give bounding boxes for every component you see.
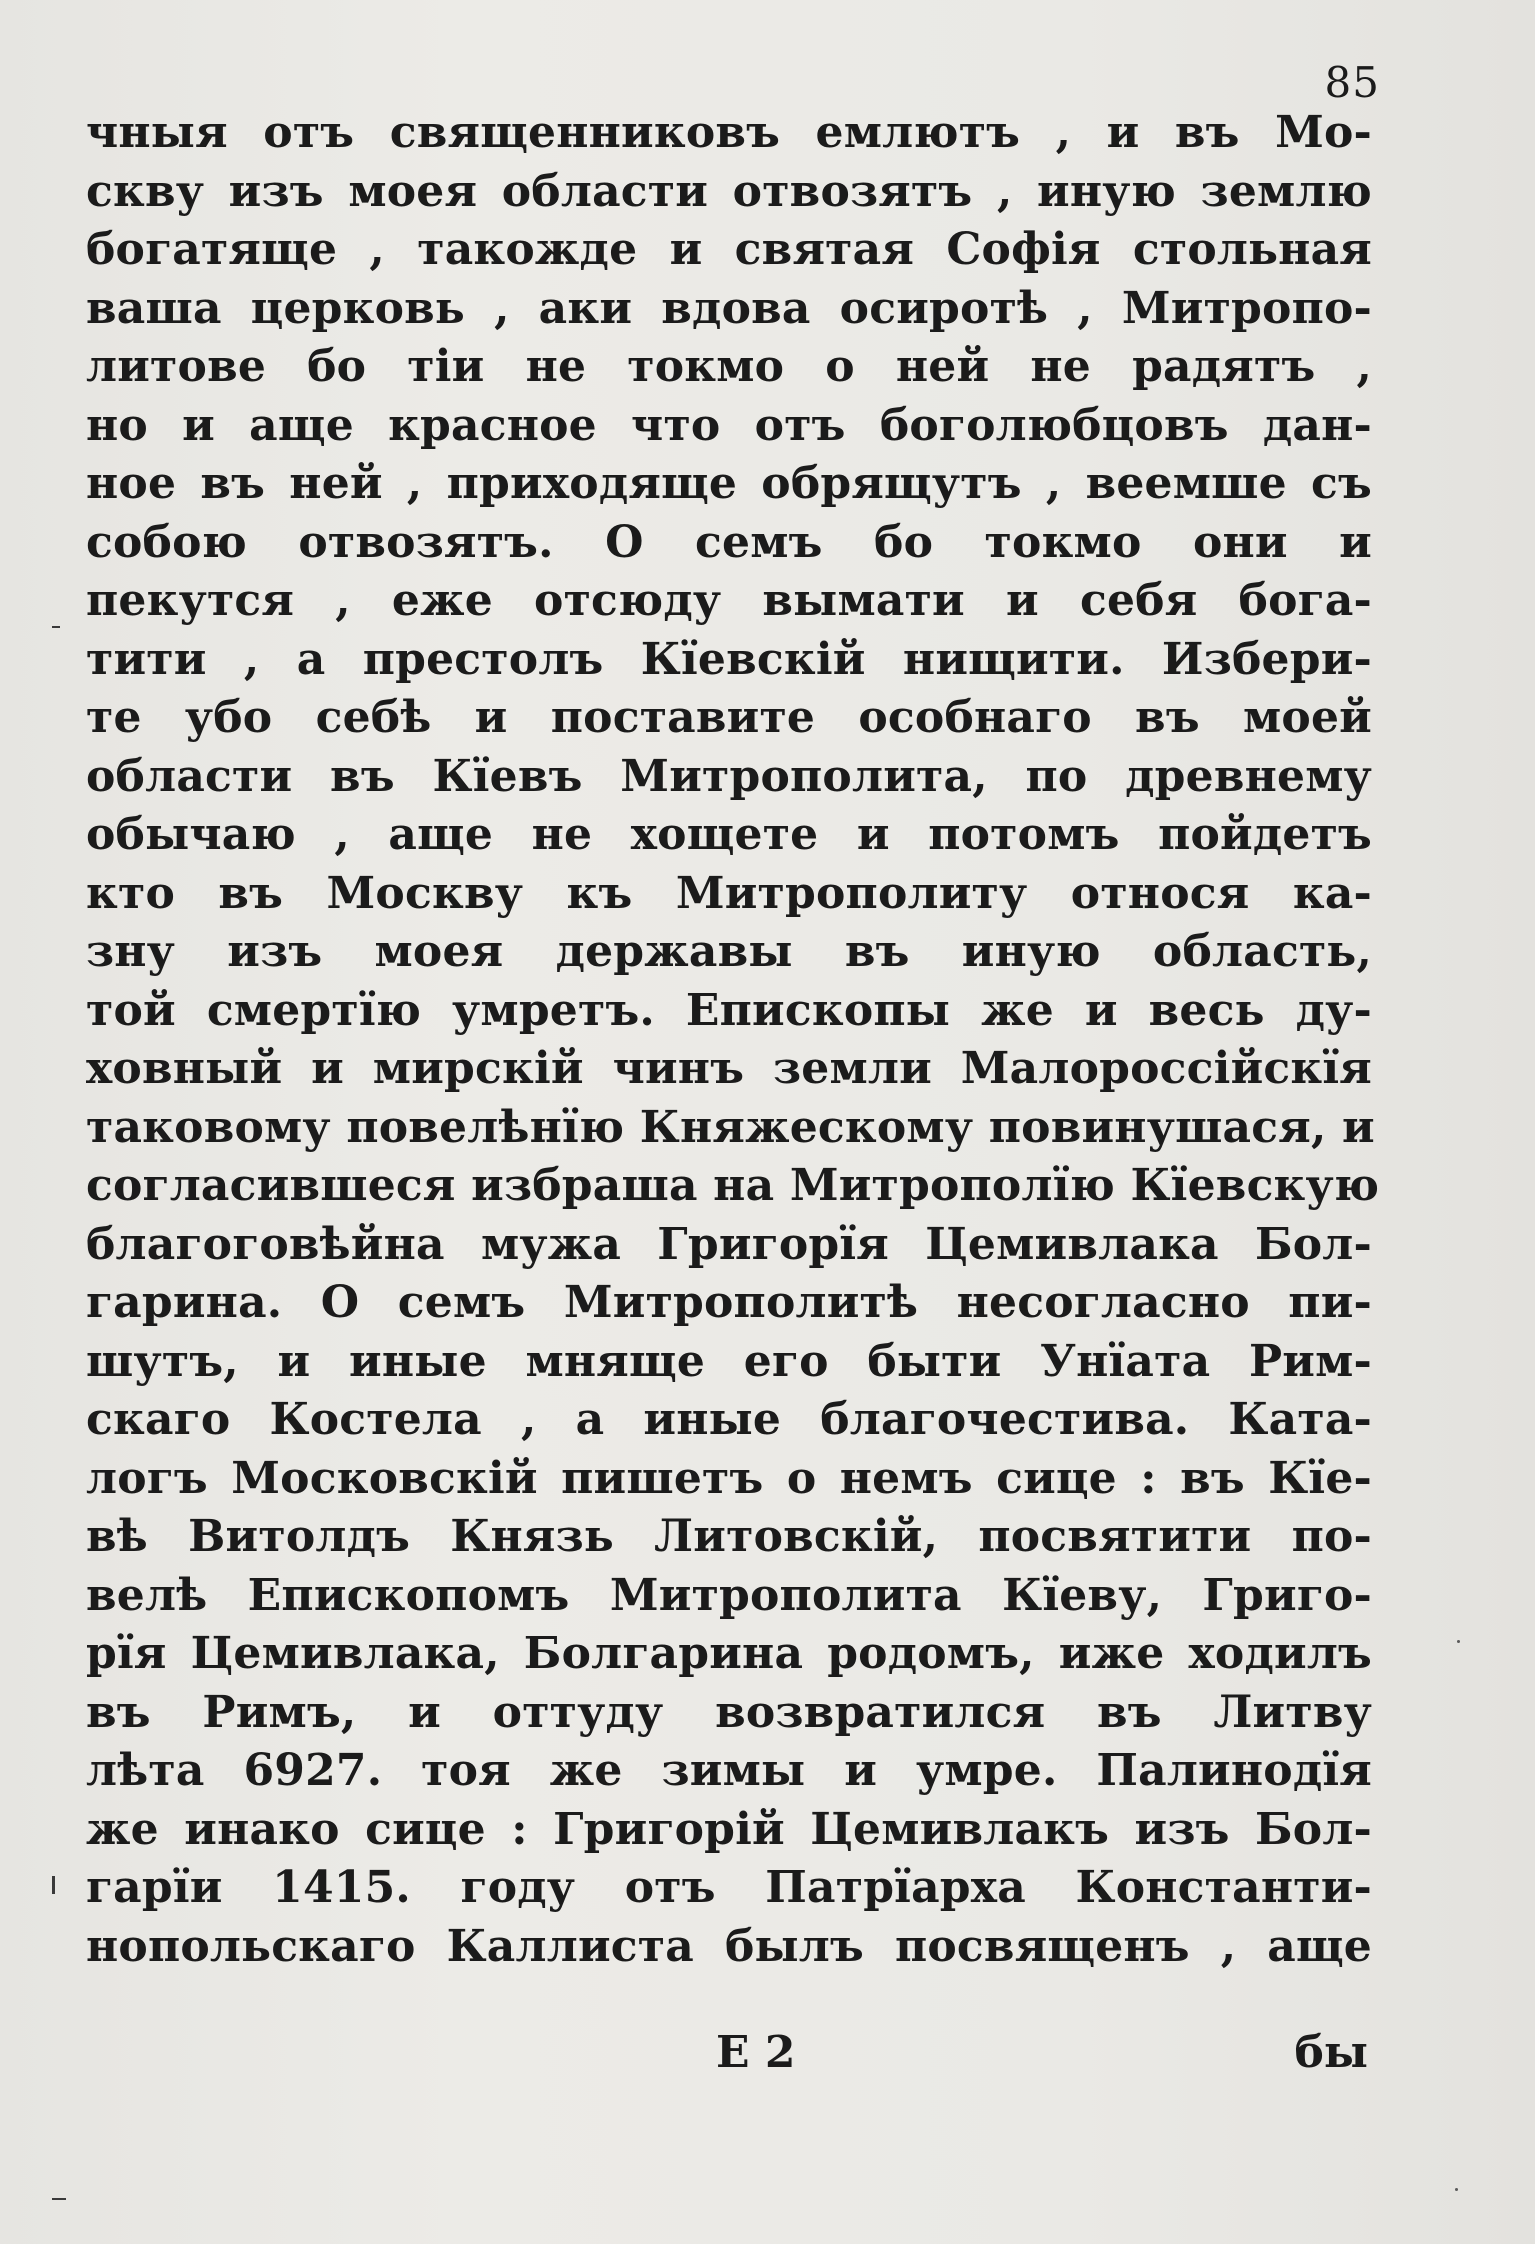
text-line: той смертїю умретъ. Епископы же и весь ду- — [86, 984, 1372, 1036]
text-line: те убо себѣ и поставите особнаго въ моей — [86, 692, 1372, 743]
text-line: ваша церковь , аки вдова осиротѣ , Митропо- — [86, 282, 1372, 334]
signature-mark: Е 2 — [716, 2027, 796, 2078]
text-line: въ Римъ, и оттуду возвратился въ Литву — [86, 1686, 1372, 1738]
text-line: скаго Костела , а иные благочестива. Ката- — [86, 1394, 1372, 1445]
text-line: лѣта 6927. тоя же зимы и умре. Палинодїя — [86, 1745, 1372, 1796]
text-line: ховный и мирскій чинъ земли Малороссійскїя — [86, 1043, 1372, 1094]
text-line: литове бо тіи не токмо о ней не радятъ , — [86, 341, 1372, 392]
text-line: таковому повелѣнїю Княжескому повинушася, и — [86, 1101, 1375, 1153]
margin-mark — [52, 2198, 66, 2200]
text-line: богатяще , такожде и святая Софія стольная — [86, 224, 1372, 275]
text-line: тити , а престолъ Кїевскій нищити. Избери- — [86, 633, 1372, 685]
text-line: но и аще красное что отъ боголюбцовъ дан- — [86, 399, 1372, 451]
text-line: области въ Кїевъ Митрополита, по древнему — [86, 750, 1372, 802]
margin-mark — [52, 626, 60, 628]
text-line: пекутся , еже отсюду вымати и себя бога- — [86, 575, 1372, 626]
catchword: бы — [1294, 2027, 1368, 2078]
paper-speck — [1455, 2188, 1458, 2191]
text-line: согласившеся избраша на Митрополїю Кїевскую — [86, 1160, 1380, 1211]
margin-mark — [52, 1876, 55, 1894]
text-line: нопольскаго Каллиста былъ посвященъ , аще — [86, 1920, 1372, 1972]
text-line: чныя отъ священниковъ емлютъ , и въ Мо- — [86, 107, 1372, 158]
text-line: шутъ, и иные мняще его быти Унїата Рим- — [86, 1335, 1372, 1387]
text-line: гарина. О семъ Митрополитѣ несогласно пи- — [86, 1277, 1372, 1328]
text-line: зну изъ моея державы въ иную область, — [86, 926, 1372, 977]
text-line: же инако сице : Григорій Цемивлакъ изъ Бол- — [86, 1803, 1372, 1855]
text-line: благоговѣйна мужа Григорїя Цемивлака Бол- — [86, 1218, 1372, 1270]
text-line: рїя Цемивлака, Болгарина родомъ, иже ходилъ — [86, 1628, 1372, 1679]
page-number: 85 — [1324, 58, 1380, 107]
text-line: гарїи 1415. году отъ Патрїарха Константи- — [86, 1862, 1372, 1913]
text-line: собою отвозятъ. О семъ бо токмо они и — [86, 516, 1372, 568]
text-line: обычаю , аще не хощете и потомъ пойдетъ — [86, 809, 1372, 860]
text-line: логъ Московскій пишетъ о немъ сице : въ Кїе- — [86, 1452, 1372, 1504]
text-line: ное въ ней , приходяще обрящутъ , веемше съ — [86, 458, 1372, 509]
text-line: вѣ Витолдъ Князь Литовскій, посвятити по- — [86, 1511, 1372, 1562]
body-text — [86, 104, 1380, 1976]
text-line: велѣ Епископомъ Митрополита Кїеву, Григо- — [86, 1569, 1372, 1621]
text-line: скву изъ моея области отвозятъ , иную землю — [86, 165, 1372, 217]
text-line: кто въ Москву къ Митрополиту относя ка- — [86, 867, 1372, 919]
paper-speck — [1457, 1640, 1460, 1643]
page-footer — [86, 2024, 1372, 2084]
